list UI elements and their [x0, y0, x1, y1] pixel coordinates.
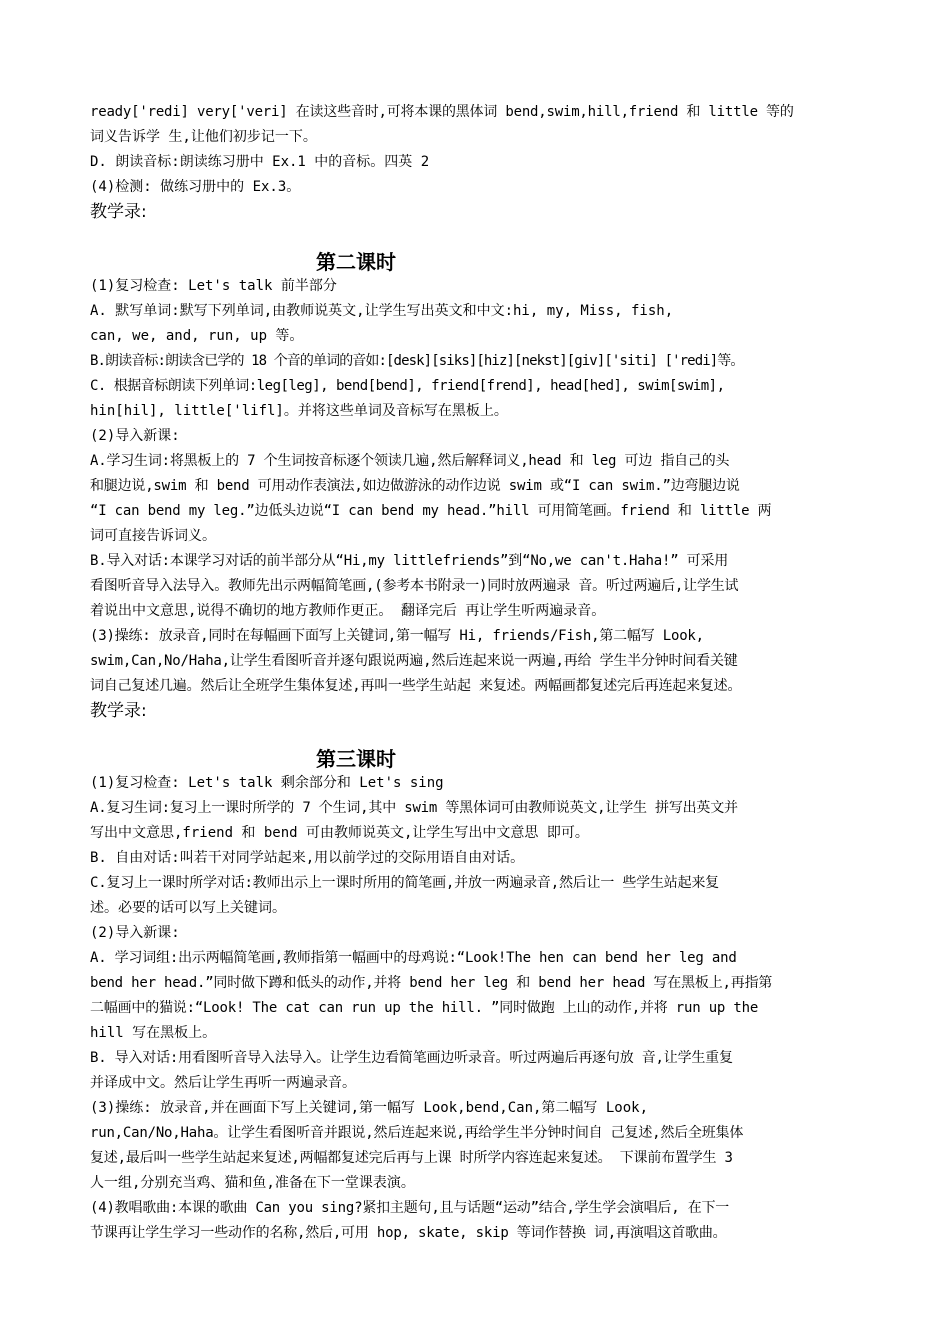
paragraph-line: A.复习生词:复习上一课时所学的 7 个生词,其中 swim 等黑体词可由教师说英文,让学生 拼写出英文并: [90, 800, 738, 816]
paragraph-line: “I can bend my leg.”边低头边说“I can bend my head.”hill 可用简笔画。friend 和 little 两: [90, 503, 772, 519]
paragraph-line: hin[hil], little['lifl]。并将这些单词及音标写在黑板上。: [90, 403, 508, 419]
paragraph-line: (4)教唱歌曲:本课的歌曲 Can you sing?紧扣主题句,且与话题“运动”结合,学生学会演唱后, 在下一: [90, 1200, 730, 1216]
paragraph-line: (1)复习检查: Let's talk 剩余部分和 Let's sing: [90, 775, 444, 791]
lesson-2-title: 第二课时: [316, 250, 396, 274]
paragraph-line: can, we, and, run, up 等。: [90, 328, 304, 344]
paragraph-line: (1)复习检查: Let's talk 前半部分: [90, 278, 337, 294]
paragraph-line: swim,Can,No/Haha,让学生看图听音并逐句跟说两遍,然后连起来说一两遍,再给 学生半分钟时间看关键: [90, 653, 738, 669]
paragraph-line: 节课再让学生学习一些动作的名称,然后,可用 hop, skate, skip 等词作替换 词,再演唱这首歌曲。: [90, 1225, 727, 1241]
paragraph-line: 述。必要的话可以写上关键词。: [90, 900, 286, 916]
paragraph-line: 人一组,分别充当鸡、猫和鱼,准备在下一堂课表演。: [90, 1175, 415, 1191]
paragraph-line: (2)导入新课:: [90, 428, 180, 444]
paragraph-line: A. 学习词组:出示两幅简笔画,教师指第一幅画中的母鸡说:“Look!The hen can bend her leg and: [90, 950, 737, 966]
paragraph-line: 和腿边说,swim 和 bend 可用动作表演法,如边做游泳的动作边说 swim 或“I can swim.”边弯腿边说: [90, 478, 740, 494]
paragraph-line: ready['redi] very['veri] 在读这些音时,可将本课的黑体词 bend,swim,hill,friend 和 little 等的: [90, 104, 794, 120]
paragraph-line: 写出中文意思,friend 和 bend 可由教师说英文,让学生写出中文意思 即可。: [90, 825, 589, 841]
teaching-record-label: 教学录:: [90, 701, 147, 721]
paragraph-line: hill 写在黑板上。: [90, 1025, 217, 1041]
paragraph-line: bend her head.”同时做下蹲和低头的动作,并将 bend her leg 和 bend her head 写在黑板上,再指第: [90, 975, 773, 991]
paragraph-line: (4)检测: 做练习册中的 Ex.3。: [90, 179, 301, 195]
paragraph-line: 词可直接告诉词义。: [90, 528, 216, 544]
paragraph-line: C.复习上一课时所学对话:教师出示上一课时所用的简笔画,并放一两遍录音,然后让一 些学生站起来复: [90, 875, 719, 891]
teaching-record-label: 教学录:: [90, 202, 147, 222]
paragraph-line: A.学习生词:将黑板上的 7 个生词按音标逐个领读几遍,然后解释词义,head 和 leg 可边 指自己的头: [90, 453, 730, 469]
paragraph-line: run,Can/No,Haha。让学生看图听音并跟说,然后连起来说,再给学生半分钟时间自 己复述,然后全班集体: [90, 1125, 744, 1141]
paragraph-line: D. 朗读音标:朗读练习册中 Ex.1 中的音标。四英 2: [90, 154, 430, 170]
paragraph-line: B.朗读音标:朗读含已学的 18 个音的单词的音如:[desk][siks][hiz][nekst][giv]['siti] ['redi]等。: [90, 353, 744, 369]
paragraph-line: 看图听音导入法导入。教师先出示两幅简笔画,(参考本书附录一)同时放两遍录 音。听过两遍后,让学生试: [90, 578, 739, 594]
paragraph-line: 复述,最后叫一些学生站起来复述,两幅都复述完后再与上课 时所学内容连起来复述。 下课前布置学生 3: [90, 1150, 733, 1166]
paragraph-line: (2)导入新课:: [90, 925, 180, 941]
paragraph-line: (3)操练: 放录音,并在画面下写上关键词,第一幅写 Look,bend,Can,第二幅写 Look,: [90, 1100, 649, 1116]
paragraph-line: 词自己复述几遍。然后让全班学生集体复述,再叫一些学生站起 来复述。两幅画都复述完后再连起来复述。: [90, 678, 742, 694]
paragraph-line: (3)操练: 放录音,同时在每幅画下面写上关键词,第一幅写 Hi, friends/Fish,第二幅写 Look,: [90, 628, 704, 644]
paragraph-line: 二幅画中的猫说:“Look! The cat can run up the hill. ”同时做跑 上山的动作,并将 run up the: [90, 1000, 759, 1016]
lesson-3-title: 第三课时: [316, 747, 396, 771]
paragraph-line: 并译成中文。然后让学生再听一两遍录音。: [90, 1075, 356, 1091]
paragraph-line: A. 默写单词:默写下列单词,由教师说英文,让学生写出英文和中文:hi, my, Miss, fish,: [90, 303, 674, 319]
paragraph-line: 词义告诉学 生,让他们初步记一下。: [90, 129, 317, 145]
paragraph-line: 着说出中文意思,说得不确切的地方教师作更正。 翻译完后 再让学生听两遍录音。: [90, 603, 606, 619]
paragraph-line: B. 导入对话:用看图听音导入法导入。让学生边看简笔画边听录音。听过两遍后再逐句放 音,让学生重复: [90, 1050, 733, 1066]
paragraph-line: B. 自由对话:叫若干对同学站起来,用以前学过的交际用语自由对话。: [90, 850, 525, 866]
paragraph-line: C. 根据音标朗读下列单词:leg[leg], bend[bend], friend[frend], head[hed], swim[swim],: [90, 378, 725, 394]
paragraph-line: B.导入对话:本课学习对话的前半部分从“Hi,my littlefriends”到“No,we can't.Haha!” 可采用: [90, 553, 729, 569]
